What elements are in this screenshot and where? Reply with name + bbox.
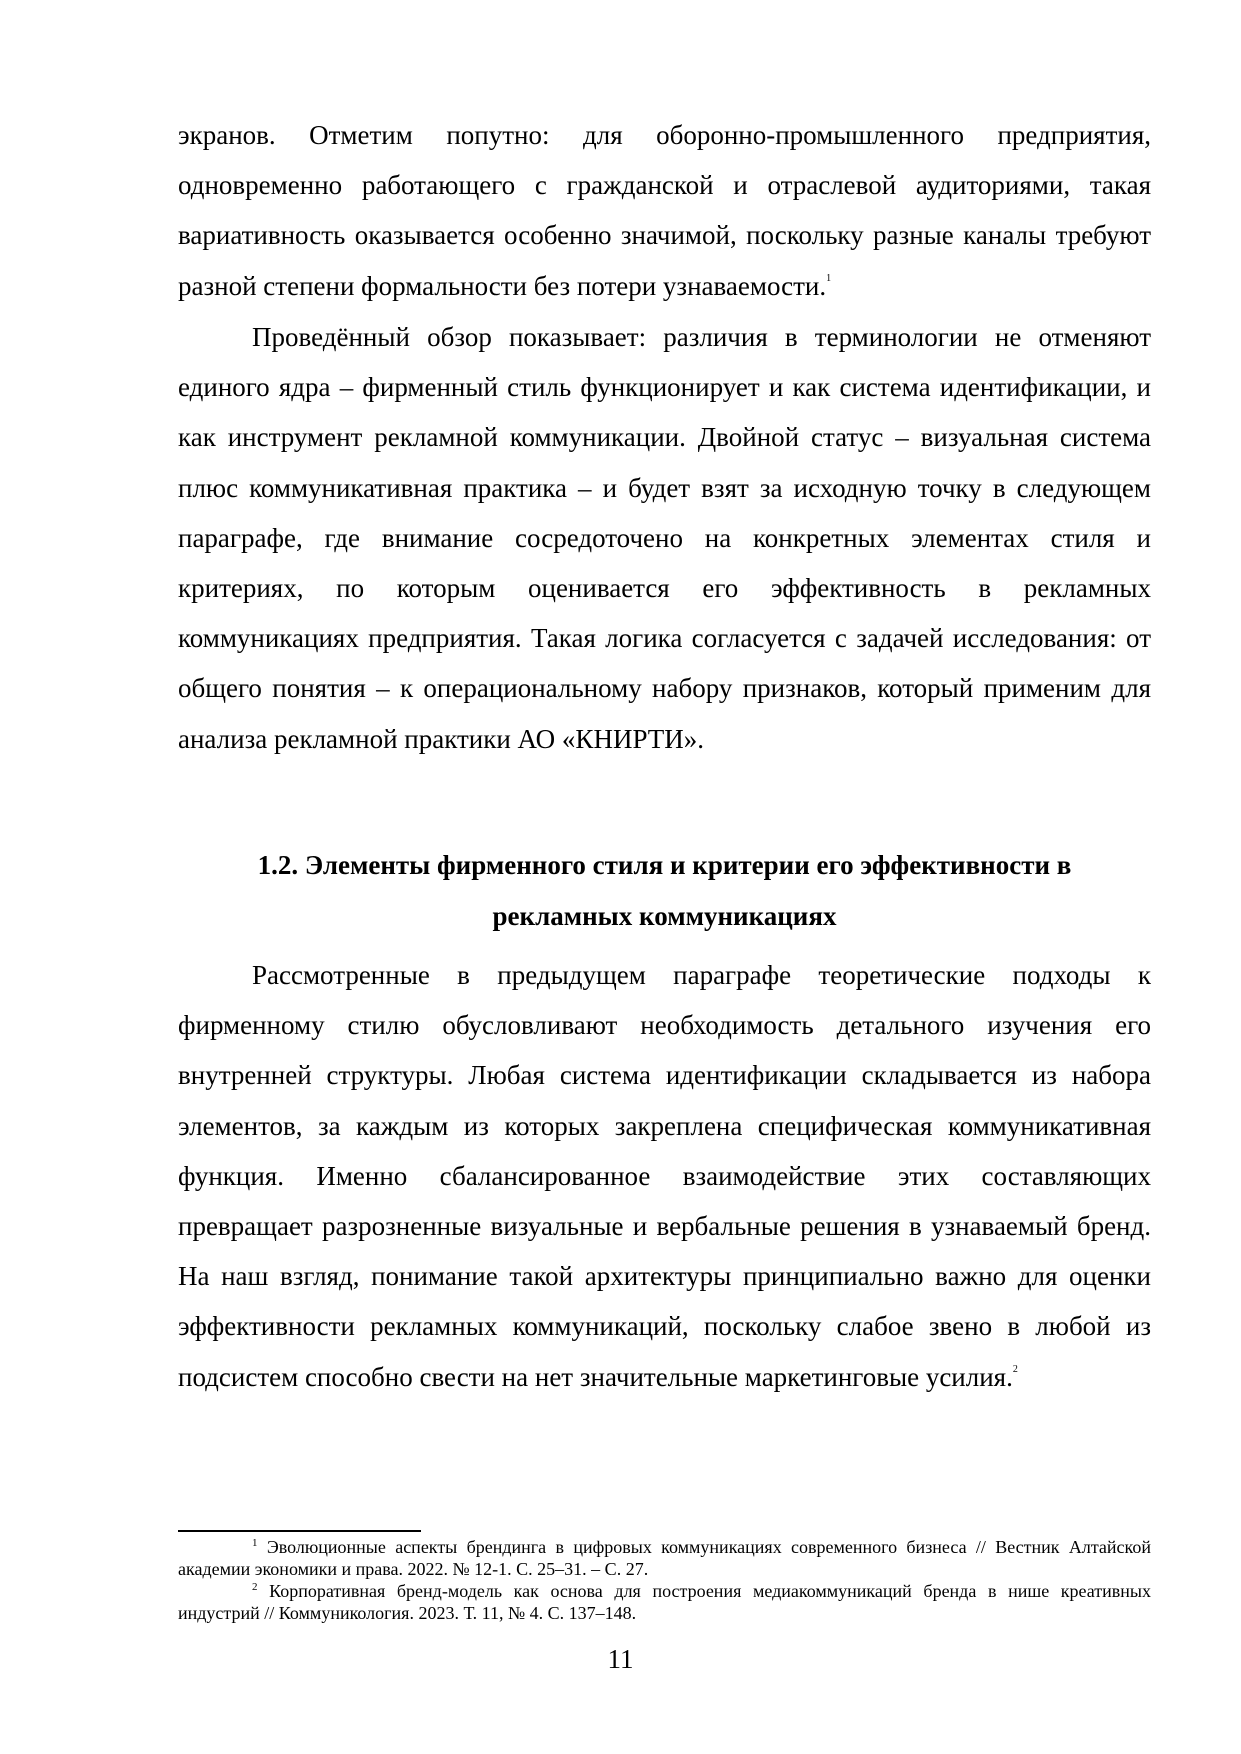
page-number: 11 [607, 1644, 634, 1674]
section-heading-line-2: рекламных коммуникациях [492, 900, 837, 931]
footnote-mark: 1 [252, 1537, 258, 1549]
footnote-mark: 2 [252, 1581, 258, 1593]
footnote-text: Корпоративная бренд-модель как основа для построения медиакоммуникаций бренда в нише креативных индустрий // Коммуникология. 2023. Т. 11, № 4. С. 137–148. [178, 1581, 1151, 1623]
paragraph-text: Проведённый обзор показывает: различия в терминологии не отменяют единого ядра – фирменный стиль функционирует и как система идентификации, и как инструмент рекламной коммуникации. Двойной статус – визуальная система плюс коммуникативная практика – и будет взят за исходную точку в следующем параграфе, где внимание сосредоточено на конкретных элементах стиля и критериях, по которым оценивается его эффективность в рекламных коммуникациях предприятия. Такая логика согласуется с задачей исследования: от общего понятия – к операциональному набору признаков, который применим для анализа рекламной практики АО «КНИРТИ». [178, 322, 1151, 754]
paragraph-text: Рассмотренные в предыдущем параграфе теоретические подходы к фирменному стилю обусловливают необходимость детального изучения его внутренней структуры. Любая система идентификации складывается из набора элементов, за каждым из которых закреплена специфическая коммуникативная функция. Именно сбалансированное взаимодействие этих составляющих превращает разрозненные визуальные и вербальные решения в узнаваемый бренд. На наш взгляд, понимание такой архитектуры принципиально важно для оценки эффективности рекламных коммуникаций, поскольку слабое звено в любой из подсистем способно свести на нет значительные маркетинговые усилия. [178, 960, 1151, 1392]
paragraph-text: экранов. Отметим попутно: для оборонно-промышленного предприятия, одновременно работающего с гражданской и отраслевой аудиториями, такая вариативность оказывается особенно значимой, поскольку разные каналы требуют разной степени формальности без потери узнаваемости. [178, 120, 1151, 301]
footnote-reference[interactable]: 2 [1012, 1363, 1018, 1375]
footnotes [178, 1536, 1151, 1624]
footnote-1 [178, 1536, 1151, 1580]
section-heading [178, 840, 1151, 941]
paragraph-overview [178, 312, 1151, 764]
paragraph-section-intro [178, 950, 1151, 1402]
footnote-text: Эволюционные аспекты брендинга в цифровых коммуникациях современного бизнеса // Вестник Алтайской академии экономики и права. 2022. № 12-1. С. 25–31. – С. 27. [178, 1537, 1151, 1579]
paragraph-continuation [178, 110, 1151, 311]
footnote-2 [178, 1580, 1151, 1624]
footnote-separator [178, 1530, 421, 1532]
footnote-reference[interactable]: 1 [826, 272, 832, 284]
section-heading-line-1: 1.2. Элементы фирменного стиля и критерии его эффективности в [257, 850, 1072, 880]
